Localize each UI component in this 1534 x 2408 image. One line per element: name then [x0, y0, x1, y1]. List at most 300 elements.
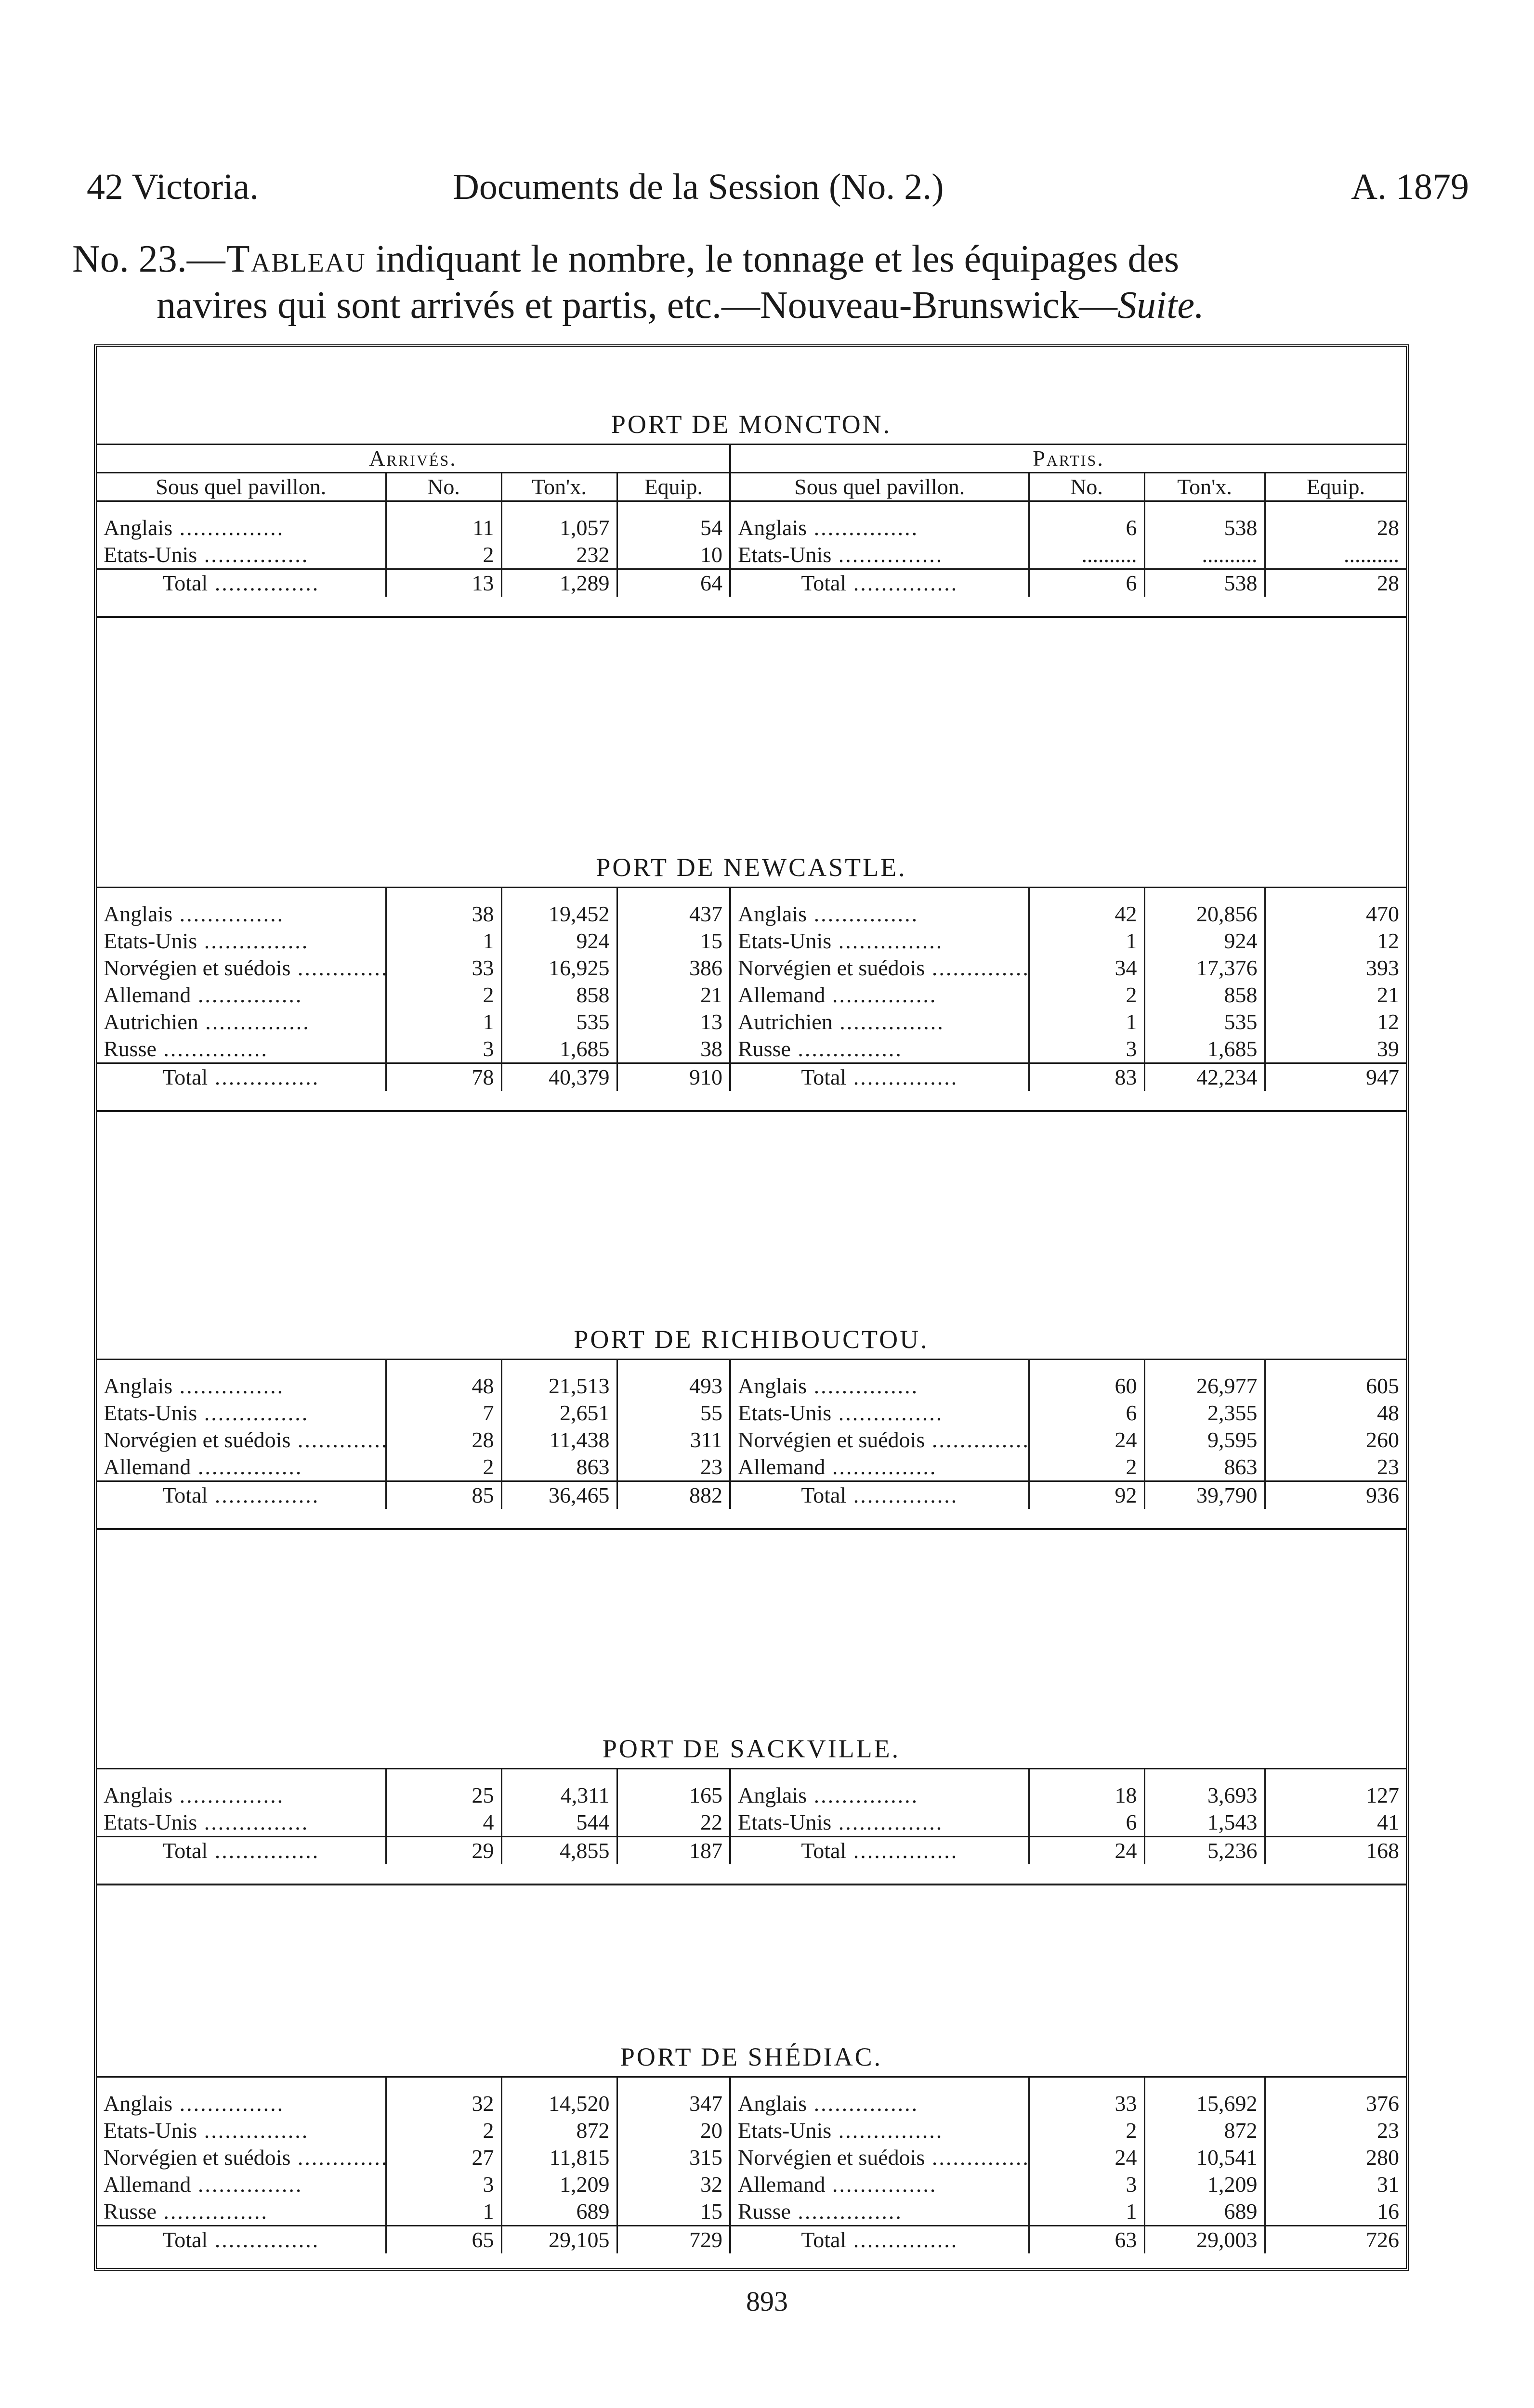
arrival-flag: Anglais .....	[97, 514, 386, 541]
departure-tonnage: 924	[1144, 928, 1265, 955]
arrival-total-label: Total .....	[97, 1063, 386, 1091]
departure-total-crew: 947	[1265, 1063, 1406, 1091]
arrival-tonnage: 544	[501, 1809, 617, 1837]
arrival-no: 1	[386, 2198, 501, 2226]
departure-no: 24	[1029, 1426, 1144, 1453]
spacer-row	[97, 888, 1406, 901]
arrival-total-tonnage: 4,855	[501, 1837, 617, 1865]
table-row	[97, 901, 1406, 928]
spacer-cell	[1265, 1360, 1406, 1373]
table-row	[97, 1809, 1406, 1837]
arrival-flag: Anglais .....	[97, 901, 386, 928]
arrival-no: 7	[386, 1400, 501, 1426]
departure-crew: 41	[1377, 1810, 1399, 1834]
arrival-flag: Russe .....	[97, 2198, 386, 2226]
arrival-tonnage: 858	[501, 982, 617, 1008]
departure-crew: 376	[1366, 2091, 1399, 2116]
group-header-row	[97, 445, 1406, 473]
departure-flag: Etats-Unis .....	[730, 541, 1029, 569]
section-rule	[97, 1884, 1406, 1885]
arrival-total-label: Total .....	[97, 1837, 386, 1865]
departure-total-label: Total .....	[730, 1063, 1029, 1091]
arrivals-group-label: Arrivés.	[97, 445, 730, 473]
table-row	[97, 1426, 1406, 1453]
table-row	[97, 2171, 1406, 2198]
departure-crew: 280	[1366, 2145, 1399, 2170]
spacer-cell	[617, 2077, 730, 2091]
column-header-crew: Equip.	[617, 473, 730, 501]
departure-no: 42	[1029, 901, 1144, 928]
departure-tonnage: ..........	[1144, 541, 1265, 569]
departure-crew: 605	[1366, 1374, 1399, 1398]
arrival-no: 2	[386, 541, 501, 569]
table-caption	[72, 236, 1469, 328]
table-row	[97, 1782, 1406, 1809]
arrival-flag: Etats-Unis .....	[97, 928, 386, 955]
arrival-flag: Autrichien .....	[97, 1008, 386, 1035]
port-title: PORT DE SACKVILLE.	[602, 1734, 901, 1763]
departure-no: 6	[1029, 1400, 1144, 1426]
departure-crew: 28	[1377, 515, 1400, 540]
port-section	[97, 1320, 1406, 1530]
table-row	[97, 1035, 1406, 1063]
arrival-crew: 32	[617, 2171, 730, 2198]
arrival-tonnage: 872	[501, 2117, 617, 2144]
departure-tonnage: 872	[1144, 2117, 1265, 2144]
spacer-cell	[1265, 501, 1406, 515]
table-row	[97, 2198, 1406, 2226]
arrival-flag: Norvégien et suédois .....	[97, 955, 386, 982]
arrival-no: 28	[386, 1426, 501, 1453]
port-section	[97, 405, 1406, 618]
section-rule	[97, 616, 1406, 618]
arrival-tonnage: 16,925	[501, 955, 617, 982]
table-row	[97, 1373, 1406, 1400]
departure-no: 18	[1029, 1782, 1144, 1809]
port-table	[97, 887, 1406, 1091]
section-rule	[97, 1110, 1406, 1112]
arrival-flag: Etats-Unis .....	[97, 2117, 386, 2144]
running-head-center: Documents de la Session (No. 2.)	[453, 167, 944, 207]
departure-no: 2	[1029, 982, 1144, 1008]
column-header-crew: Equip.	[1306, 474, 1365, 499]
departure-total-tonnage: 42,234	[1144, 1063, 1265, 1091]
arrival-flag: Anglais .....	[97, 2090, 386, 2117]
departure-total-tonnage: 538	[1144, 569, 1265, 597]
caption-suite: Suite.	[1117, 284, 1205, 327]
departure-flag: Autrichien .....	[730, 1008, 1029, 1035]
arrival-flag: Norvégien et suédois .....	[97, 2144, 386, 2171]
departure-no: ..........	[1029, 541, 1144, 569]
departure-tonnage: 1,685	[1144, 1035, 1265, 1063]
column-header-flag: Sous quel pavillon.	[730, 473, 1029, 501]
port-title: PORT DE NEWCASTLE.	[596, 853, 907, 882]
caption-text-1: indiquant le nombre, le tonnage et les équipages des	[366, 238, 1180, 280]
departure-crew: 260	[1366, 1427, 1399, 1452]
departure-crew: 39	[1377, 1036, 1399, 1061]
caption-lead: —Tableau	[186, 238, 366, 280]
port-table	[97, 1768, 1406, 1864]
running-head-left: 42 Victoria.	[87, 167, 259, 207]
table-row	[97, 2117, 1406, 2144]
arrival-crew: 493	[617, 1373, 730, 1400]
table-row	[97, 1453, 1406, 1481]
departure-tonnage: 858	[1144, 982, 1265, 1008]
spacer-cell	[1029, 1769, 1144, 1782]
spacer-cell	[501, 2077, 617, 2091]
arrival-no: 48	[386, 1373, 501, 1400]
arrival-tonnage: 21,513	[501, 1373, 617, 1400]
departure-flag: Etats-Unis .....	[730, 928, 1029, 955]
spacer-cell	[617, 888, 730, 901]
port-section	[97, 2038, 1406, 2253]
departure-total-no: 83	[1029, 1063, 1144, 1091]
running-head-right: A. 1879	[1351, 167, 1469, 207]
departure-no: 1	[1029, 2198, 1144, 2226]
arrival-total-tonnage: 40,379	[501, 1063, 617, 1091]
column-header-row	[97, 473, 1406, 501]
departure-no: 33	[1029, 2090, 1144, 2117]
departure-tonnage: 1,209	[1144, 2171, 1265, 2198]
departures-group-label: Partis.	[1033, 446, 1104, 471]
departure-total-no: 24	[1029, 1837, 1144, 1865]
arrival-total-tonnage: 1,289	[501, 569, 617, 597]
port-title: PORT DE RICHIBOUCTOU.	[574, 1325, 929, 1354]
departure-no: 6	[1029, 514, 1144, 541]
departure-crew: 48	[1377, 1400, 1399, 1425]
port-table	[97, 2076, 1406, 2253]
table-row	[97, 982, 1406, 1008]
departure-total-crew: 28	[1265, 569, 1406, 597]
column-header-flag: Sous quel pavillon.	[97, 473, 386, 501]
arrival-tonnage: 14,520	[501, 2090, 617, 2117]
spacer-cell	[501, 1360, 617, 1373]
departure-tonnage: 863	[1144, 1453, 1265, 1481]
arrival-total-no: 29	[386, 1837, 501, 1865]
departure-flag: Russe .....	[730, 2198, 1029, 2226]
table-row	[97, 514, 1406, 541]
port-table	[97, 1359, 1406, 1509]
departure-tonnage: 1,543	[1144, 1809, 1265, 1837]
spacer-cell	[97, 1360, 386, 1373]
arrival-no: 33	[386, 955, 501, 982]
arrival-tonnage: 689	[501, 2198, 617, 2226]
arrival-total-label: Total .....	[97, 1481, 386, 1509]
arrival-total-crew: 882	[617, 1481, 730, 1509]
column-header-no: No.	[1029, 473, 1144, 501]
arrival-no: 2	[386, 982, 501, 1008]
section-rule	[97, 1528, 1406, 1530]
arrival-tonnage: 2,651	[501, 1400, 617, 1426]
arrival-total-no: 85	[386, 1481, 501, 1509]
arrival-tonnage: 11,438	[501, 1426, 617, 1453]
departure-crew: 127	[1366, 1783, 1399, 1807]
table-row	[97, 541, 1406, 569]
departure-tonnage: 9,595	[1144, 1426, 1265, 1453]
departure-total-tonnage: 5,236	[1144, 1837, 1265, 1865]
spacer-row	[97, 1360, 1406, 1373]
departure-total-crew: 936	[1265, 1481, 1406, 1509]
departure-flag: Anglais .....	[730, 1373, 1029, 1400]
arrival-crew: 347	[617, 2090, 730, 2117]
departure-flag: Russe .....	[730, 1035, 1029, 1063]
column-header-tonnage: Ton'x.	[1144, 473, 1265, 501]
arrival-no: 3	[386, 1035, 501, 1063]
arrival-tonnage: 232	[501, 541, 617, 569]
departure-tonnage: 538	[1144, 514, 1265, 541]
spacer-cell	[1029, 888, 1144, 901]
departure-tonnage: 2,355	[1144, 1400, 1265, 1426]
arrival-crew: 20	[617, 2117, 730, 2144]
port-section	[97, 1729, 1406, 1885]
arrival-total-no: 65	[386, 2226, 501, 2254]
arrival-flag: Russe .....	[97, 1035, 386, 1063]
arrival-no: 2	[386, 2117, 501, 2144]
arrival-total-crew: 729	[617, 2226, 730, 2254]
departure-crew: 12	[1377, 929, 1399, 953]
arrival-crew: 13	[617, 1008, 730, 1035]
departure-crew: 470	[1366, 902, 1399, 926]
table-row	[97, 2090, 1406, 2117]
table-frame	[94, 344, 1409, 2271]
arrival-total-crew: 64	[617, 569, 730, 597]
table-row	[97, 955, 1406, 982]
arrival-total-tonnage: 29,105	[501, 2226, 617, 2254]
departure-crew: 393	[1366, 955, 1399, 980]
total-row	[97, 2226, 1406, 2254]
arrival-flag: Anglais .....	[97, 1373, 386, 1400]
arrival-tonnage: 535	[501, 1008, 617, 1035]
departure-no: 34	[1029, 955, 1144, 982]
arrival-crew: 165	[617, 1782, 730, 1809]
departure-crew: 16	[1377, 2199, 1399, 2224]
arrival-tonnage: 1,209	[501, 2171, 617, 2198]
page-number: 893	[746, 2286, 788, 2317]
arrival-no: 3	[386, 2171, 501, 2198]
column-header-no: No.	[386, 473, 501, 501]
column-header-tonnage: Ton'x.	[501, 473, 617, 501]
caption-line-1	[72, 236, 1469, 282]
departure-tonnage: 535	[1144, 1008, 1265, 1035]
arrival-flag: Etats-Unis .....	[97, 1809, 386, 1837]
arrival-crew: 15	[617, 928, 730, 955]
departure-flag: Allemand .....	[730, 1453, 1029, 1481]
departure-flag: Allemand .....	[730, 982, 1029, 1008]
spacer-cell	[1029, 501, 1144, 515]
arrival-flag: Allemand .....	[97, 982, 386, 1008]
spacer-cell	[730, 1769, 1029, 1782]
arrival-tonnage: 1,685	[501, 1035, 617, 1063]
arrival-no: 38	[386, 901, 501, 928]
arrival-flag: Etats-Unis .....	[97, 541, 386, 569]
arrival-crew: 315	[617, 2144, 730, 2171]
arrival-tonnage: 19,452	[501, 901, 617, 928]
departure-tonnage: 10,541	[1144, 2144, 1265, 2171]
caption-number: No. 23.	[72, 238, 187, 280]
spacer-cell	[1265, 1769, 1406, 1782]
spacer-cell	[386, 888, 501, 901]
arrival-flag: Etats-Unis .....	[97, 1400, 386, 1426]
arrival-no: 1	[386, 1008, 501, 1035]
spacer-cell	[1144, 2077, 1265, 2091]
spacer-cell	[730, 2077, 1029, 2091]
port-title: PORT DE MONCTON.	[611, 410, 892, 439]
spacer-cell	[1265, 2077, 1406, 2091]
departure-total-tonnage: 29,003	[1144, 2226, 1265, 2254]
arrival-crew: 38	[617, 1035, 730, 1063]
departure-tonnage: 20,856	[1144, 901, 1265, 928]
spacer-cell	[386, 501, 501, 515]
spacer-row	[97, 501, 1406, 515]
departure-tonnage: 17,376	[1144, 955, 1265, 982]
running-head	[87, 166, 1469, 219]
spacer-cell	[1144, 501, 1265, 515]
spacer-cell	[97, 888, 386, 901]
departure-total-label: Total .....	[730, 1481, 1029, 1509]
departure-tonnage: 15,692	[1144, 2090, 1265, 2117]
spacer-cell	[730, 501, 1029, 515]
arrival-crew: 54	[617, 514, 730, 541]
departure-crew: 23	[1377, 2118, 1399, 2143]
departure-flag: Anglais .....	[730, 1782, 1029, 1809]
total-row	[97, 1481, 1406, 1509]
arrival-no: 1	[386, 928, 501, 955]
departure-no: 1	[1029, 1008, 1144, 1035]
departure-total-no: 63	[1029, 2226, 1144, 2254]
departure-tonnage: 689	[1144, 2198, 1265, 2226]
arrival-flag: Allemand .....	[97, 1453, 386, 1481]
caption-text-2: navires qui sont arrivés et partis, etc.—Nouveau-Brunswick—	[157, 284, 1118, 327]
spacer-cell	[97, 2077, 386, 2091]
departure-crew: 12	[1377, 1009, 1399, 1034]
arrival-crew: 10	[617, 541, 730, 569]
arrival-no: 25	[386, 1782, 501, 1809]
departure-flag: Norvégien et suédois .....	[730, 2144, 1029, 2171]
spacer-cell	[501, 888, 617, 901]
arrival-no: 27	[386, 2144, 501, 2171]
arrival-total-no: 78	[386, 1063, 501, 1091]
arrival-crew: 55	[617, 1400, 730, 1426]
arrival-crew: 22	[617, 1809, 730, 1837]
departure-total-label: Total .....	[730, 2226, 1029, 2254]
departure-tonnage: 3,693	[1144, 1782, 1265, 1809]
departure-total-label: Total .....	[730, 1837, 1029, 1865]
spacer-cell	[1144, 1360, 1265, 1373]
arrival-no: 2	[386, 1453, 501, 1481]
arrival-crew: 15	[617, 2198, 730, 2226]
departure-flag: Anglais .....	[730, 2090, 1029, 2117]
arrival-total-no: 13	[386, 569, 501, 597]
departure-crew: 23	[1377, 1454, 1399, 1479]
table-row	[97, 1008, 1406, 1035]
spacer-cell	[97, 1769, 386, 1782]
arrival-total-label: Total .....	[97, 2226, 386, 2254]
total-row	[97, 1063, 1406, 1091]
departure-flag: Etats-Unis .....	[730, 1809, 1029, 1837]
table-row	[97, 2144, 1406, 2171]
arrival-no: 11	[386, 514, 501, 541]
departure-no: 60	[1029, 1373, 1144, 1400]
arrival-crew: 386	[617, 955, 730, 982]
arrival-no: 4	[386, 1809, 501, 1837]
spacer-cell	[1144, 888, 1265, 901]
departure-flag: Norvégien et suédois .....	[730, 955, 1029, 982]
arrival-tonnage: 11,815	[501, 2144, 617, 2171]
departure-no: 6	[1029, 1809, 1144, 1837]
spacer-cell	[501, 501, 617, 515]
arrival-tonnage: 4,311	[501, 1782, 617, 1809]
arrival-crew: 311	[617, 1426, 730, 1453]
arrival-tonnage: 1,057	[501, 514, 617, 541]
table-row	[97, 928, 1406, 955]
departure-flag: Etats-Unis .....	[730, 1400, 1029, 1426]
total-row	[97, 569, 1406, 597]
spacer-cell	[617, 1360, 730, 1373]
departure-total-crew: 726	[1265, 2226, 1406, 2254]
arrival-crew: 437	[617, 901, 730, 928]
departure-flag: Anglais .....	[730, 514, 1029, 541]
departure-total-no: 92	[1029, 1481, 1144, 1509]
spacer-cell	[386, 2077, 501, 2091]
arrival-tonnage: 863	[501, 1453, 617, 1481]
departure-no: 3	[1029, 1035, 1144, 1063]
departure-crew: 31	[1377, 2172, 1399, 2197]
caption-line-2	[72, 282, 1469, 328]
spacer-cell	[1029, 2077, 1144, 2091]
port-title: PORT DE SHÉDIAC.	[620, 2042, 883, 2071]
departure-total-crew: 168	[1265, 1837, 1406, 1865]
departure-flag: Anglais .....	[730, 901, 1029, 928]
spacer-cell	[501, 1769, 617, 1782]
arrival-flag: Norvégien et suédois .....	[97, 1426, 386, 1453]
spacer-cell	[730, 1360, 1029, 1373]
spacer-row	[97, 1769, 1406, 1782]
port-section	[97, 848, 1406, 1112]
spacer-cell	[1144, 1769, 1265, 1782]
departure-flag: Norvégien et suédois .....	[730, 1426, 1029, 1453]
arrival-total-label: Total .....	[97, 569, 386, 597]
departure-no: 24	[1029, 2144, 1144, 2171]
arrival-crew: 21	[617, 982, 730, 1008]
arrival-no: 32	[386, 2090, 501, 2117]
departure-tonnage: 26,977	[1144, 1373, 1265, 1400]
arrival-tonnage: 924	[501, 928, 617, 955]
departure-total-no: 6	[1029, 569, 1144, 597]
departure-no: 2	[1029, 2117, 1144, 2144]
total-row	[97, 1837, 1406, 1865]
departure-total-tonnage: 39,790	[1144, 1481, 1265, 1509]
port-table	[97, 444, 1406, 597]
departure-no: 3	[1029, 2171, 1144, 2198]
departure-no: 2	[1029, 1453, 1144, 1481]
departure-no: 1	[1029, 928, 1144, 955]
arrival-total-tonnage: 36,465	[501, 1481, 617, 1509]
spacer-cell	[386, 1360, 501, 1373]
table-row	[97, 1400, 1406, 1426]
departure-flag: Etats-Unis .....	[730, 2117, 1029, 2144]
departure-crew: 21	[1377, 982, 1399, 1007]
spacer-cell	[617, 501, 730, 515]
spacer-cell	[386, 1769, 501, 1782]
arrival-flag: Anglais .....	[97, 1782, 386, 1809]
spacer-cell	[730, 888, 1029, 901]
spacer-cell	[97, 501, 386, 515]
departure-flag: Allemand .....	[730, 2171, 1029, 2198]
spacer-cell	[1029, 1360, 1144, 1373]
arrival-total-crew: 187	[617, 1837, 730, 1865]
spacer-cell	[617, 1769, 730, 1782]
departure-crew: ..........	[1344, 542, 1400, 567]
